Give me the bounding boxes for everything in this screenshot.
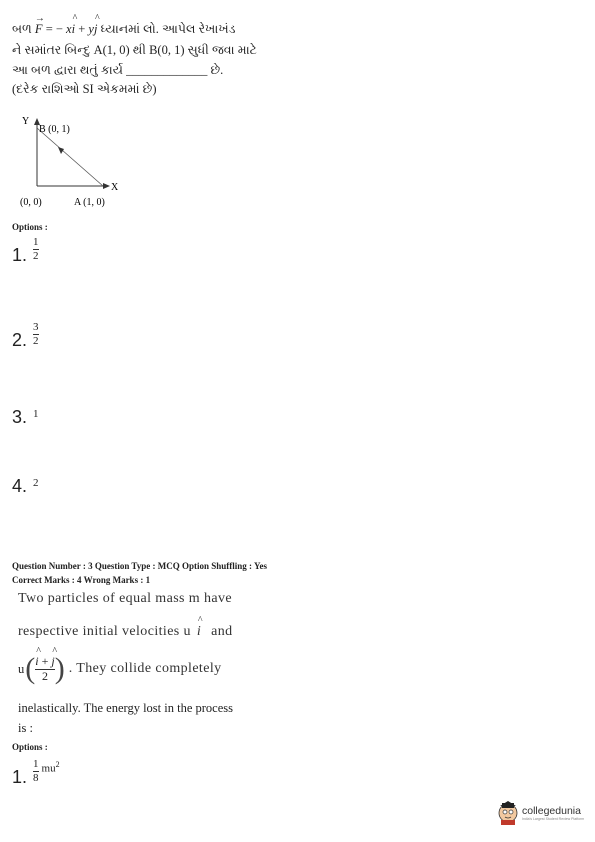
option-2[interactable] [12,321,39,351]
right-paren: ) [54,652,65,685]
numerator: 1 [33,236,39,248]
exponent: 2 [55,759,60,769]
q2-text-consider: ધ્યાનમાં લો. આપેલ રેખાખંડ [100,22,236,36]
j-hat: ^ j [51,655,54,669]
option-number: 1. [12,767,28,788]
left-paren: ( [25,652,36,685]
q3-text-5: is : [18,721,33,735]
options-heading: Options : [12,222,48,232]
numerator: 3 [33,321,39,333]
option-mu [42,760,60,775]
origin-label: (0, 0) [20,197,42,208]
options-heading-q3: Options : [12,742,48,752]
j-hat: ^ j [94,22,97,37]
option-3[interactable] [12,407,39,428]
q3-text-3b: . They collide completely [68,661,222,676]
option-fraction [33,321,39,347]
denominator: 2 [41,668,48,683]
i-hat: ^ i [197,624,201,640]
option-number: 1. [12,245,28,266]
option-fraction [33,236,39,262]
option-1[interactable] [12,236,39,266]
i-hat: ^ i [72,22,75,37]
denominator: 2 [33,334,39,347]
q2-line-3: આ બળ દ્વારા થતું કાર્ય _____________ છે. [12,63,224,77]
q2-figure [10,110,130,210]
x-axis-arrow [103,183,110,189]
collegedunia-logo[interactable] [496,800,584,826]
x-axis-label: X [111,182,119,193]
u-symbol: u [18,661,25,676]
q2-line-2: ને સમાંતર બિન્દુ A(1, 0) થી B(0, 1) સુધી જવા માટે [12,43,257,57]
force-vector: → F [35,22,43,37]
mu-text: mu [41,762,56,775]
q2-line-1 [12,22,236,37]
denominator: 8 [33,771,39,784]
logo-tagline: India's Largest Student Review Platform [522,817,585,821]
equals-minus: = − [45,22,63,36]
q3-option-1[interactable] [12,758,60,788]
option-number: 3. [12,407,28,427]
plus-sign: + [41,653,49,668]
segment-ab [37,128,103,186]
option-number: 2. [12,330,28,351]
option-number: 4. [12,476,28,496]
point-b-label: B (0, 1) [39,124,70,135]
q3-text-4: inelastically. The energy lost in the process [18,701,233,715]
option-4[interactable] [12,476,39,497]
denominator: 2 [33,249,39,262]
velocity-fraction [35,655,54,684]
q2-text-force: બળ [12,22,32,36]
q3-text-2 [18,624,233,640]
y-symbol: y [88,22,94,36]
q3-text-2a: respective initial velocities u [18,624,191,639]
q2-line-4: (દરેક રાશિઓ SI એકમમાં છે) [12,82,157,96]
y-axis-label: Y [22,116,30,127]
x-symbol: x [66,22,72,36]
point-a-label: A (1, 0) [74,197,105,208]
q3-meta-1: Question Number : 3 Question Type : MCQ Option Shuffling : Yes [12,561,267,571]
q3-text-2b: and [211,624,233,639]
mascot-icon [496,800,520,826]
option-fraction [33,758,39,784]
logo-name: collegedunia [522,805,581,817]
numerator: 1 [33,758,39,770]
q3-text-3 [18,654,222,684]
q3-meta-2: Correct Marks : 4 Wrong Marks : 1 [12,575,151,585]
logo-text-block [522,805,584,821]
plus-sign: + [78,22,86,36]
frac-numerator [35,655,54,669]
q3-text-1: Two particles of equal mass m have [18,591,233,606]
direction-arrow [58,147,64,154]
option-value: 1 [33,408,39,420]
i-hat: ^ i [35,655,38,669]
option-value: 2 [33,477,39,489]
